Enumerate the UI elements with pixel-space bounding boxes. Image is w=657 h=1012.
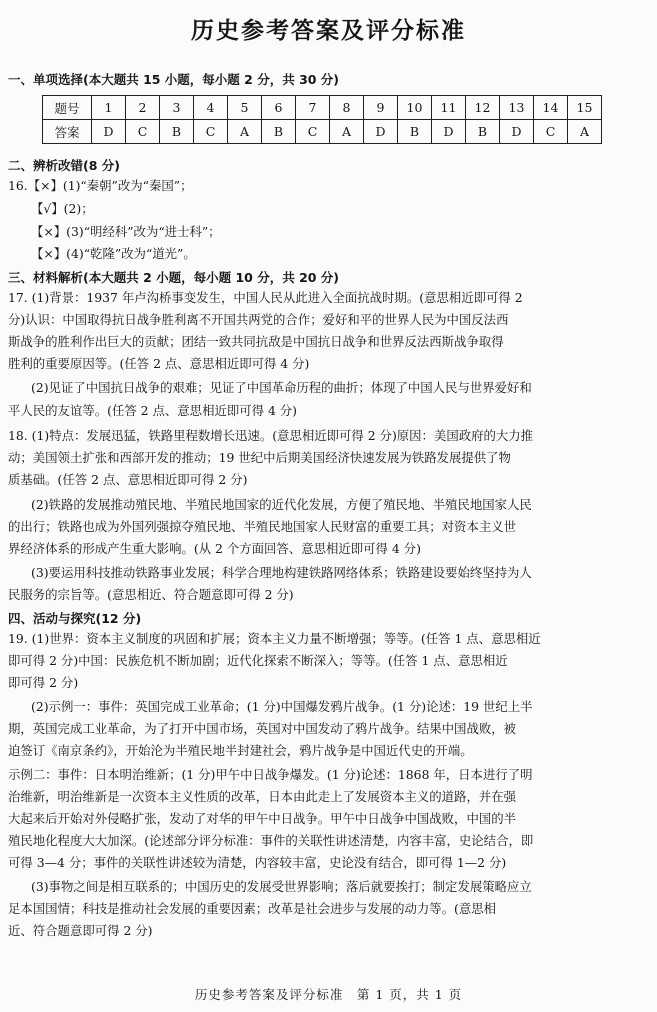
answer-cell: A: [568, 120, 602, 144]
answer-line: 近、符合题意即可得 2 分): [8, 923, 153, 938]
page-footer: 历史参考答案及评分标准 第 1 页，共 1 页: [194, 987, 463, 1002]
question-number-row: [43, 96, 602, 120]
question-number: 2: [126, 96, 160, 120]
answer-cell: D: [432, 120, 466, 144]
answer-line: 19. (1)世界：资本主义制度的巩固和扩展；资本主义力量不断增强；等等。(任答 1 点、意思相近: [8, 631, 541, 646]
answer-line: 17. (1)背景：1937 年卢沟桥事变发生，中国人民从此进入全面抗战时期。(意思相近即可得 2: [8, 290, 523, 305]
answer-line: (2)见证了中国抗日战争的艰难；见证了中国革命历程的曲折；体现了中国人民与世界爱好和: [31, 380, 532, 395]
section-4-heading: 四、活动与探究(12 分): [8, 611, 142, 626]
answer-line: (3)要运用科技推动铁路事业发展；科学合理地构建铁路网络体系；铁路建设要始终坚持为人: [31, 565, 532, 580]
question-number: 15: [568, 96, 602, 120]
answer-cell: D: [92, 120, 126, 144]
section-1-heading: 一、单项选择(本大题共 15 小题，每小题 2 分，共 30 分): [8, 72, 340, 87]
answer-line: 殖民地化程度大大加深。(论述部分评分标准：事件的关联性讲述清楚，内容丰富，史论结合，即: [8, 833, 534, 848]
question-number: 13: [500, 96, 534, 120]
answer-line: 动；美国领土扩张和西部开发的推动；19 世纪中后期美国经济快速发展为铁路发展提供了物: [8, 450, 511, 465]
answer-line: 的出行；铁路也成为外国列强掠夺殖民地、半殖民地国家人民财富的重要工具；对资本主义世: [8, 519, 517, 534]
answer-line: 胜利的重要原因等。(任答 2 点、意思相近即可得 4 分): [8, 356, 310, 371]
answer-key-table: [42, 95, 602, 144]
answer-line: 【√】(2)；: [31, 201, 94, 216]
question-number: 10: [398, 96, 432, 120]
question-number: 5: [228, 96, 262, 120]
answer-cell: C: [296, 120, 330, 144]
answer-line: 界经济体系的形成产生重大影响。(从 2 个方面回答、意思相近即可得 4 分): [8, 541, 421, 556]
question-number: 8: [330, 96, 364, 120]
answer-cell: D: [364, 120, 398, 144]
answer-line: 【×】(3)“明经科”改为“进士科”；: [31, 224, 221, 239]
answer-line: 18. (1)特点：发展迅猛，铁路里程数增长迅速。(意思相近即可得 2 分)原因：美国政府的大力推: [8, 428, 534, 443]
answer-cell: C: [126, 120, 160, 144]
answer-line: 即可得 2 分): [8, 675, 79, 690]
answer-cell: C: [534, 120, 568, 144]
answer-cell: A: [330, 120, 364, 144]
answer-line: 【×】(4)“乾隆”改为“道光”。: [31, 246, 196, 261]
answer-line: 民服务的宗旨等。(意思相近、符合题意即可得 2 分): [8, 587, 294, 602]
answer-line: (3)事物之间是相互联系的；中国历史的发展受世界影响；落后就要挨打；制定发展策略应立: [31, 879, 532, 894]
answer-line: 16.【×】(1)“秦朝”改为“秦国”；: [8, 178, 193, 193]
question-number: 11: [432, 96, 466, 120]
answer-line: (2)示例一：事件：英国完成工业革命；(1 分)中国爆发鸦片战争。(1 分)论述：19 世纪上半: [31, 699, 533, 714]
section-3-heading: 三、材料解析(本大题共 2 小题，每小题 10 分，共 20 分): [8, 270, 340, 285]
section-2-heading: 二、辨析改错(8 分): [8, 158, 120, 173]
answer-line: 迫签订《南京条约》，开始沦为半殖民地半封建社会，鸦片战争是中国近代史的开端。: [8, 743, 473, 758]
answer-cell: B: [262, 120, 296, 144]
answer-cell: D: [500, 120, 534, 144]
row-label-number: 题号: [43, 96, 92, 120]
question-number: 14: [534, 96, 568, 120]
answer-line: 大起来后开始对外侵略扩张，发动了对华的甲午中日战争。甲午中日战争中国战败，中国的半: [8, 811, 517, 826]
question-number: 1: [92, 96, 126, 120]
answer-line: 质基础。(任答 2 点、意思相近即可得 2 分): [8, 472, 248, 487]
question-number: 7: [296, 96, 330, 120]
question-number: 12: [466, 96, 500, 120]
row-label-answer: 答案: [43, 120, 92, 144]
answer-line: 分)认识：中国取得抗日战争胜利离不开国共两党的合作；爱好和平的世界人民为中国反法西: [8, 312, 509, 327]
question-number: 9: [364, 96, 398, 120]
answer-line: 示例二：事件：日本明治维新；(1 分)甲午中日战争爆发。(1 分)论述：1868 年，日本进行了明: [8, 767, 533, 782]
answer-line: 可得 3—4 分；事件的关联性讲述较为清楚，内容较丰富，史论没有结合，即可得 1—2 分): [8, 855, 507, 870]
answer-line: 平人民的友谊等。(任答 2 点、意思相近即可得 4 分): [8, 403, 298, 418]
question-number: 6: [262, 96, 296, 120]
answer-cell: A: [228, 120, 262, 144]
question-number: 4: [194, 96, 228, 120]
answer-line: 斯战争的胜利作出巨大的贡献；团结一致共同抗敌是中国抗日战争和世界反法西斯战争取得: [8, 334, 504, 349]
answer-cell: B: [398, 120, 432, 144]
answer-line: 即可得 2 分)中国：民族危机不断加剧；近代化探索不断深入；等等。(任答 1 点、意思相近: [8, 653, 508, 668]
answer-line: 治维新，明治维新是一次资本主义性质的改革，日本由此走上了发展资本主义的道路，并在强: [8, 789, 517, 804]
answer-line: (2)铁路的发展推动殖民地、半殖民地国家的近代化发展，方便了殖民地、半殖民地国家人民: [31, 497, 532, 512]
page-title: 历史参考答案及评分标准: [191, 18, 466, 44]
answer-line: 足本国国情；科技是推动社会发展的重要因素；改革是社会进步与发展的动力等。(意思相: [8, 901, 497, 916]
answer-line: 期，英国完成工业革命，为了打开中国市场，英国对中国发动了鸦片战争。结果中国战败，被: [8, 721, 517, 736]
answer-cell: B: [160, 120, 194, 144]
answer-cell: B: [466, 120, 500, 144]
answer-cell: C: [194, 120, 228, 144]
answer-row: [43, 120, 602, 144]
question-number: 3: [160, 96, 194, 120]
